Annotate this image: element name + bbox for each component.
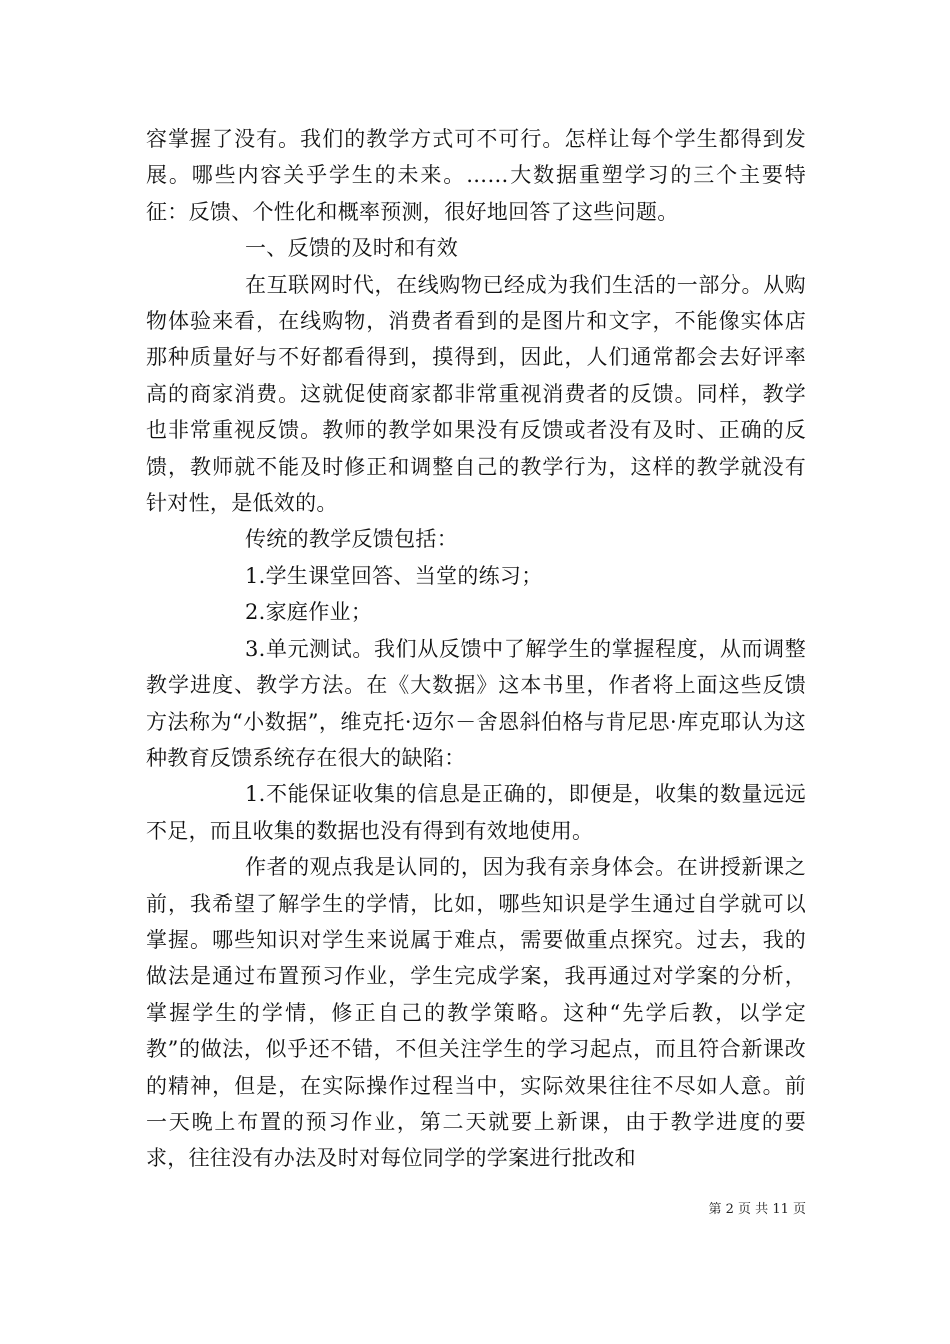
document-body — [146, 121, 806, 1177]
paragraph: 作者的观点我是认同的，因为我有亲身体会。在讲授新课之前，我希望了解学生的学情，比如，哪些知识是学生通过自学就可以掌握。哪些知识对学生来说属于难点，需要做重点探究。过去，我的做法是通过布置预习作业，学生完成学案，我再通过对学案的分析，掌握学生的学情，修正自己的教学策略。这种“先学后教，以学定教”的做法，似乎还不错，不但关注学生的学习起点，而且符合新课改的精神，但是，在实际操作过程当中，实际效果往往不尽如人意。前一天晚上布置的预习作业，第二天就要上新课，由于教学进度的要求，往往没有办法及时对每位同学的学案进行批改和 — [146, 855, 806, 1171]
list-item: 2.家庭作业； — [245, 600, 373, 625]
list-item: 1.学生课堂回答、当堂的练习； — [245, 563, 543, 588]
paragraph: 在互联网时代，在线购物已经成为我们生活的一部分。从购物体验来看，在线购物，消费者看到的是图片和文字，不能像实体店那种质量好与不好都看得到，摸得到，因此，人们通常都会去好评率高的商家消费。这就促使商家都非常重视消费者的反馈。同样，教学也非常重视反馈。教师的教学如果没有反馈或者没有及时、正确的反馈，教师就不能及时修正和调整自己的教学行为，这样的教学就没有针对性，是低效的。 — [146, 272, 806, 516]
section-heading: 一、反馈的及时和有效 — [245, 236, 458, 261]
list-item: 3.单元测试。我们从反馈中了解学生的掌握程度，从而调整教学进度、教学方法。在《大数据》这本书里，作者将上面这些反馈方法称为“小数据”，维克托·迈尔－舍恩斜伯格与肯尼思·库克耶认为这种教育反馈系统存在很大的缺陷： — [146, 636, 806, 770]
paragraph: 容掌握了没有。我们的教学方式可不可行。怎样让每个学生都得到发展。哪些内容关乎学生的未来。……大数据重塑学习的三个主要特征：反馈、个性化和概率预测，很好地回答了这些问题。 — [146, 127, 806, 224]
list-item: 1.不能保证收集的信息是正确的，即便是，收集的数量远远不足，而且收集的数据也没有得到有效地使用。 — [146, 782, 806, 843]
page-number-footer: 第 2 页 共 11 页 — [708, 1202, 806, 1217]
paragraph: 传统的教学反馈包括： — [245, 527, 458, 552]
